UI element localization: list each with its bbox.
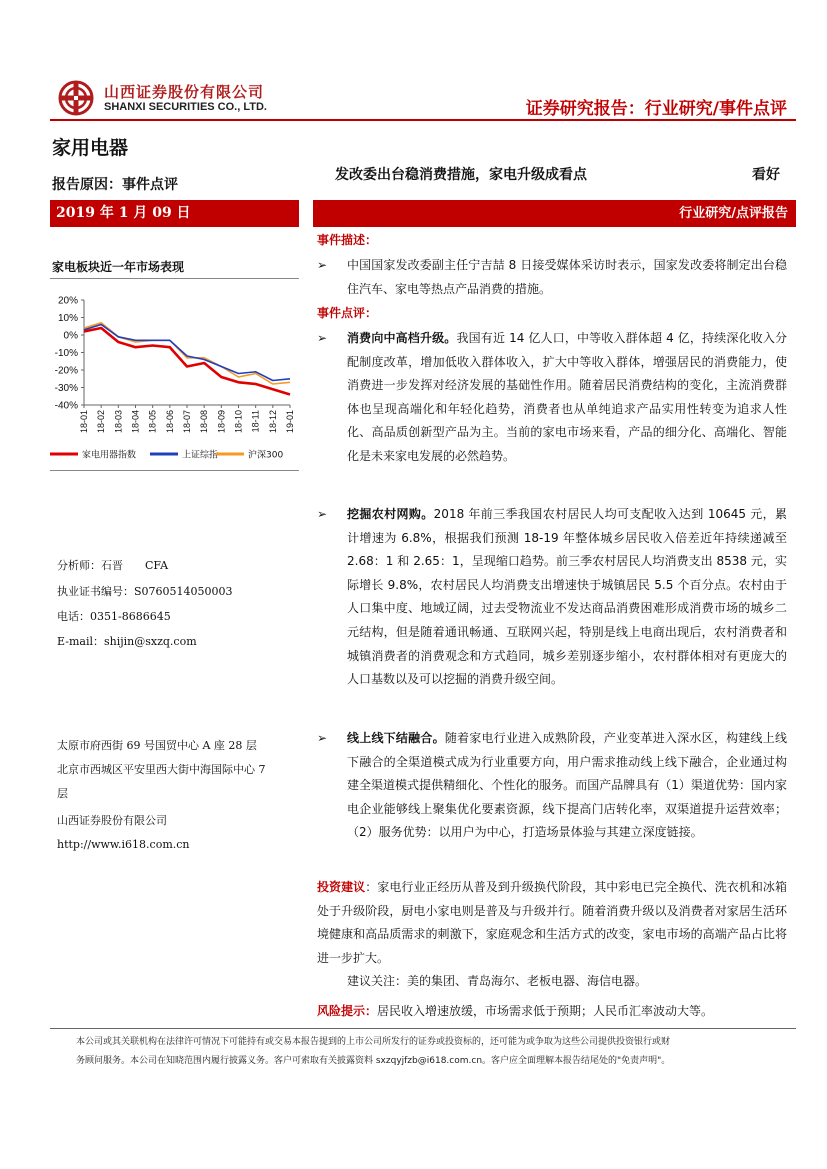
y-tick-label: -40% [54, 400, 78, 412]
chart-x-ticks [79, 405, 295, 433]
y-tick-label: 10% [57, 313, 78, 324]
category-bar: 行业研究/点评报告 [313, 200, 796, 227]
rating: 看好 [752, 167, 780, 183]
comment-point-3 [317, 727, 787, 845]
arrow-bullet-icon: ➢ [317, 331, 328, 345]
chart-legend [50, 449, 283, 461]
event-comment-label: 事件点评： [317, 306, 378, 320]
arrow-bullet-icon: ➢ [317, 731, 328, 745]
x-tick-label: 18-04 [130, 410, 141, 434]
legend-label: 沪深300 [248, 450, 284, 461]
comment-point-text: 2018 年前三季我国农村居民人均可支配收入达到 10645 元，累计增速为 6.8%，根据我们预测 18-19 年整体城乡居民收入倍差近年持续递减至 2.68：1 和 2.65：1，呈现缩口趋势。前三季农村居民人均消费支出 8538 元，实际增长 9.8%，农村居民人均消费支出增速快于城镇居民 5.5 个百分点。农村由于人口集中度、地域辽阔，过去受物流业不发达商品消费困难形成消费市场的城乡二元结构，但是随着通讯畅通、互联网兴起，特别是线上电商出现后，农村消费者和城镇消费者的消费观念和方式趋同，城乡差别逐步缩小，农村群体相对有更庞大的人口基数以及可以挖掘的消费升级空间。 [347, 507, 787, 687]
risk-text: 居民收入增速放缓，市场需求低于预期；人民币汇率波动大等。 [377, 1004, 714, 1018]
risk-label: 风险提示： [317, 1004, 378, 1018]
comment-point-text: 随着家电行业进入成熟阶段，产业变革进入深水区，构建线上线下融合的全渠道模式成为行业重要方向，用户需求推动线上线下融合，企业通过构建全渠道模式提供精细化、个性化的服务。而国产品牌具有（1）渠道优势：国内家电企业能够线上聚集优化要素资源，线下提高门店转化率，双渠道提升运营效率；（2）服务优势：以用户为中心，打造场景体验与其建立深度链接。 [347, 731, 787, 840]
company-name-en: SHANXI SECURITIES CO., LTD. [104, 101, 267, 113]
arrow-bullet-icon: ➢ [317, 507, 328, 521]
y-tick-label: -10% [54, 348, 78, 359]
event-desc-label: 事件描述： [317, 233, 378, 247]
analyst-name: 分析师：石晋 CFA [57, 559, 169, 572]
arrow-bullet-icon: ➢ [317, 258, 328, 272]
x-tick-label: 18-11 [250, 410, 261, 433]
disclaimer-line-1: 本公司或其关联机构在法律许可情况下可能持有或交易本报告提到的上市公司所发行的证券或投资标的，还可能为或争取为这些公司提供投资银行或财 [76, 1037, 671, 1047]
company-logo [58, 80, 94, 116]
analyst-phone: 电话：0351-8686645 [57, 610, 171, 623]
comment-point-2 [317, 503, 787, 692]
event-desc-text: 中国国家发改委副主任宁吉喆 8 日接受媒体采访时表示，国家发改委将制定出台稳住汽车、家电等热点产品消费的措施。 [347, 258, 787, 296]
comment-point-text: 我国有近 14 亿人口，中等收入群体超 4 亿，持续深化收入分配制度改革，增加低收入群体收入，扩大中等收入群体，增强居民的消费能力，使消费进一步发挥对经济发展的基础性作用。随着居民消费结构的变化，主流消费群体也呈现高端化和年轻化趋势，消费者也从单纯追求产品实用性转变为追求人性化、高品质创新型产品为主。当前的家电市场来看，产品的细分化、高端化、智能化是未来家电发展的必然趋势。 [347, 331, 787, 463]
comment-point-lead: 消费向中高档升级。 [347, 331, 457, 345]
disclaimer [76, 1033, 776, 1071]
chart-y-ticks [55, 296, 84, 412]
header-divider [50, 119, 796, 121]
company-url[interactable]: http://www.i618.com.cn [57, 838, 190, 851]
market-performance-chart [46, 288, 298, 466]
investment-text: 家电行业正经历从普及到升级换代阶段，其中彩电已完全换代、洗衣机和冰箱处于升级阶段，厨电小家电则是普及与升级并行。随着消费升级以及消费者对家居生活环境健康和高品质需求的刺激下，家庭观念和生活方式的改变，家电市场的高端产品占比将进一步扩大。 [317, 880, 787, 965]
x-tick-label: 18-10 [233, 410, 244, 434]
risk-warning [317, 1000, 792, 1024]
chart-axes [84, 300, 290, 405]
investment-label: 投资建议 [317, 880, 366, 894]
series-line-3 [84, 323, 290, 384]
disclaimer-line-2: 务顾问服务。本公司在知晓范围内履行披露义务。客户可索取有关披露资料 sxzqyjfzb@i618.com.cn。客户应全面理解本报告结尾处的"免责声明"。 [76, 1056, 671, 1066]
address-beijing-cont: 层 [57, 787, 68, 800]
analyst-email[interactable]: E-mail：shijin@sxzq.com [57, 635, 197, 648]
comment-point-lead: 线上线下结融合。 [347, 731, 445, 745]
x-tick-label: 18-07 [182, 410, 192, 434]
y-tick-label: -30% [54, 383, 78, 394]
legend-label: 上证综指 [182, 450, 219, 461]
x-tick-label: 18-03 [113, 410, 124, 434]
company-name-cn: 山西证券股份有限公司 [104, 83, 265, 101]
report-type: 证券研究报告：行业研究/事件点评 [525, 99, 787, 119]
series-line-1 [84, 328, 290, 395]
address-taiyuan: 太原市府西街 69 号国贸中心 A 座 28 层 [57, 739, 257, 752]
x-tick-label: 18-06 [164, 410, 175, 434]
date-bar: 2019 年 1 月 09 日 [50, 200, 299, 227]
analyst-cert: 执业证书编号：S0760514050003 [57, 585, 233, 598]
comment-point-1 [317, 327, 787, 469]
x-tick-label: 18-08 [199, 410, 210, 434]
comment-point-lead: 挖掘农村网购。 [347, 507, 434, 521]
legend-label: 家电用器指数 [82, 450, 137, 461]
footer-divider [50, 1028, 796, 1029]
x-tick-label: 18-01 [79, 410, 89, 434]
event-desc-item [317, 254, 787, 301]
x-tick-label: 19-01 [285, 410, 295, 434]
chart-title-divider [50, 278, 299, 279]
investment-advice [317, 876, 787, 994]
investment-sep: ： [365, 880, 378, 894]
y-tick-label: 20% [57, 295, 78, 307]
y-tick-label: -20% [54, 365, 78, 377]
chart-series [84, 323, 290, 395]
report-reason: 报告原因：事件点评 [52, 177, 178, 193]
x-tick-label: 18-12 [267, 410, 278, 434]
report-headline: 发改委出台稳消费措施，家电升级成看点 [335, 167, 587, 183]
chart-bottom-divider [50, 470, 299, 471]
series-line-2 [84, 325, 290, 381]
investment-focus: 建议关注：美的集团、青岛海尔、老板电器、海信电器。 [347, 974, 648, 989]
company-name-footer: 山西证券股份有限公司 [57, 814, 167, 827]
x-tick-label: 18-05 [147, 410, 158, 434]
x-tick-label: 18-09 [216, 410, 227, 434]
address-beijing: 北京市西城区平安里西大街中海国际中心 7 [57, 763, 266, 776]
x-tick-label: 18-02 [96, 410, 107, 434]
chart-title: 家电板块近一年市场表现 [52, 260, 185, 274]
industry-title: 家用电器 [52, 137, 129, 159]
y-tick-label: 0% [63, 330, 78, 342]
